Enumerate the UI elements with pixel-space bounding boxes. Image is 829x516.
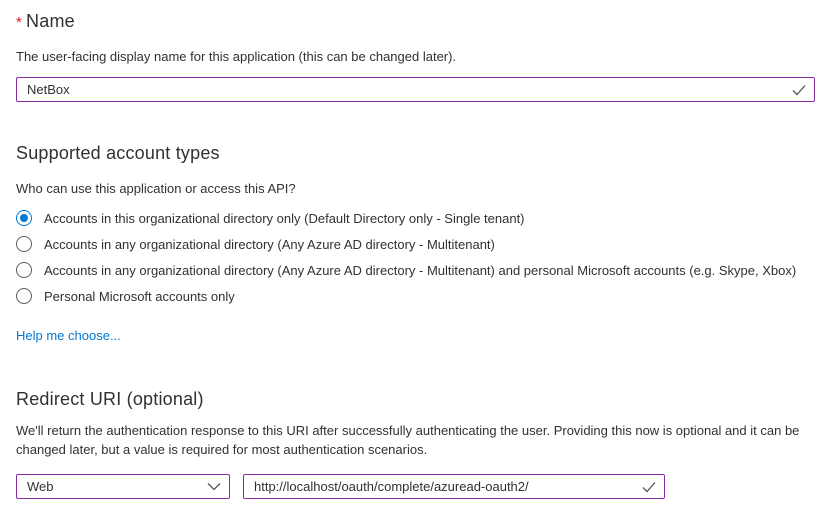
required-asterisk: * bbox=[16, 14, 23, 31]
account-type-option[interactable] bbox=[16, 231, 813, 257]
redirect-uri-input[interactable] bbox=[243, 474, 665, 499]
account-types-question: Who can use this application or access this API? bbox=[16, 181, 296, 196]
radio-button-icon[interactable] bbox=[16, 236, 32, 252]
redirect-uri-row bbox=[16, 474, 813, 499]
account-type-option[interactable] bbox=[16, 257, 813, 283]
account-types-title: Supported account types bbox=[16, 143, 220, 163]
redirect-uri-title: Redirect URI (optional) bbox=[16, 389, 204, 409]
platform-select-value: Web bbox=[27, 479, 54, 494]
account-type-option-label: Accounts in any organizational directory (Any Azure AD directory - Multitenant) bbox=[44, 236, 495, 252]
account-type-option-label: Personal Microsoft accounts only bbox=[44, 288, 235, 304]
name-section-title bbox=[16, 9, 813, 35]
name-title-text: Name bbox=[26, 11, 75, 31]
chevron-down-icon bbox=[207, 482, 221, 491]
radio-button-icon[interactable] bbox=[16, 288, 32, 304]
account-type-option[interactable] bbox=[16, 205, 813, 231]
account-type-option-label: Accounts in this organizational directory only (Default Directory only - Single tenant) bbox=[44, 210, 525, 226]
account-type-option[interactable] bbox=[16, 283, 813, 309]
platform-select[interactable] bbox=[16, 474, 230, 499]
account-type-options bbox=[16, 205, 813, 309]
account-type-option-label: Accounts in any organizational directory (Any Azure AD directory - Multitenant) and personal Microsoft accounts (e.g. Skype, Xbox) bbox=[44, 262, 797, 278]
name-input[interactable] bbox=[16, 77, 815, 102]
help-me-choose-link[interactable]: Help me choose... bbox=[16, 328, 121, 343]
radio-button-icon[interactable] bbox=[16, 262, 32, 278]
uri-input-wrap bbox=[243, 474, 665, 499]
name-description: The user-facing display name for this application (this can be changed later). bbox=[16, 49, 457, 64]
redirect-uri-description: We'll return the authentication response to this URI after successfully authenticating the user. Providing this now is optional and it can be changed later, but a value is required for most authentication scenarios. bbox=[16, 423, 800, 457]
radio-button-icon[interactable] bbox=[16, 210, 32, 226]
name-input-wrap bbox=[16, 77, 815, 102]
